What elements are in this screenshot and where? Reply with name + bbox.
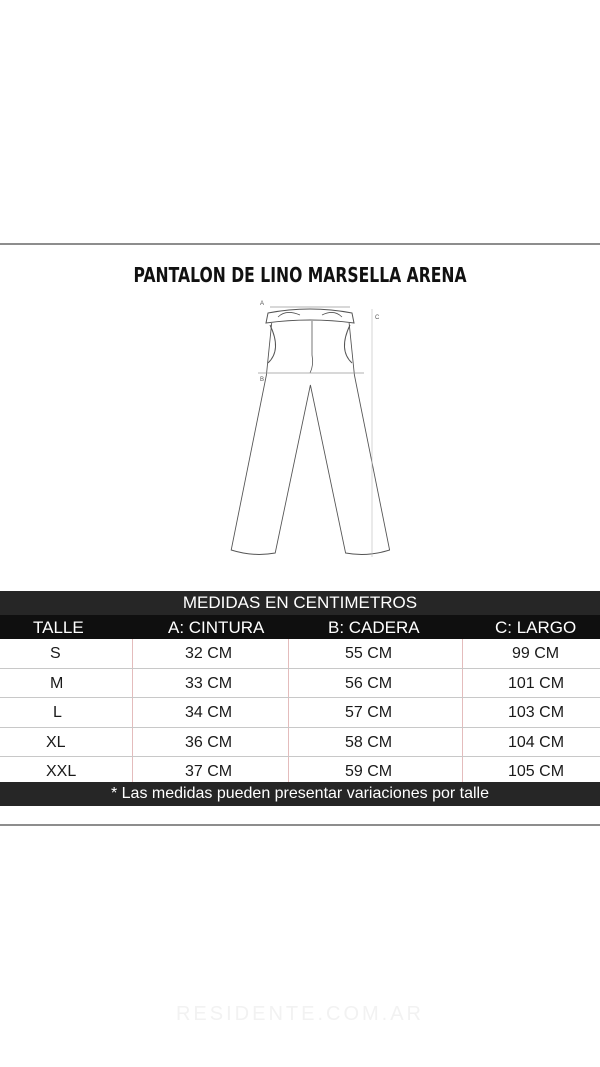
watermark: RESIDENTE.COM.AR — [175, 1003, 425, 1025]
cell-cadera: 57 CM — [345, 704, 393, 722]
diagram-label-a: A — [260, 301, 265, 307]
cell-cintura: 32 CM — [185, 645, 233, 662]
table-row — [0, 669, 600, 699]
cell-largo: 105 CM — [508, 763, 565, 781]
cell-talle: XXL — [46, 763, 77, 781]
diagram-label-b: B — [260, 377, 265, 383]
table-footnote: * Las medidas pueden presentar variaciones por talle — [0, 782, 600, 806]
header-cadera: B: CADERA — [328, 618, 420, 637]
cell-cintura: 37 CM — [185, 763, 233, 781]
cell-cadera: 55 CM — [345, 645, 393, 662]
table-row — [0, 728, 600, 758]
table-header-row — [0, 615, 600, 639]
table-caption: MEDIDAS EN CENTIMETROS — [0, 591, 600, 615]
header-largo: C: LARGO — [495, 618, 577, 637]
cell-largo: 103 CM — [508, 704, 565, 722]
cell-cadera: 56 CM — [345, 674, 393, 692]
table-body — [0, 639, 600, 786]
product-title: PANTALON DE LINO MARSELLA ARENA — [133, 263, 467, 287]
size-chart-card — [0, 243, 600, 826]
cell-cintura: 36 CM — [185, 733, 233, 751]
header-talle: TALLE — [33, 618, 84, 637]
cell-cadera: 59 CM — [345, 763, 393, 781]
cell-largo: 101 CM — [508, 674, 565, 692]
cell-talle: L — [53, 704, 62, 722]
cell-largo: 104 CM — [508, 733, 565, 751]
cell-cintura: 34 CM — [185, 704, 233, 722]
cell-largo: 99 CM — [512, 645, 560, 662]
cell-talle: XL — [46, 733, 66, 751]
table-row — [0, 698, 600, 728]
cell-talle: M — [50, 674, 64, 692]
table-row — [0, 639, 600, 669]
cell-cintura: 33 CM — [185, 674, 233, 692]
header-cintura: A: CINTURA — [168, 618, 265, 637]
cell-talle: S — [50, 645, 61, 662]
cell-cadera: 58 CM — [345, 733, 393, 751]
diagram-label-c: C — [375, 315, 380, 321]
pants-diagram — [230, 295, 390, 575]
